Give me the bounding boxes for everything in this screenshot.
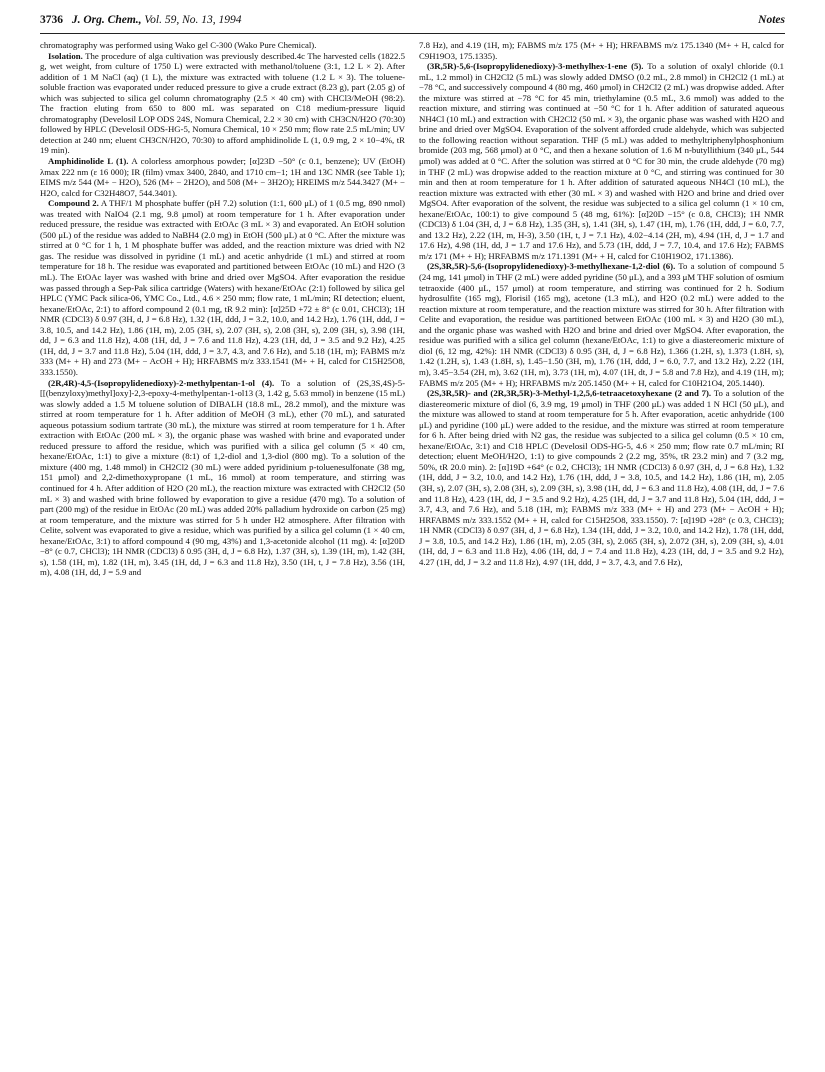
paragraph <box>419 261 784 388</box>
paragraph-text: The procedure of alga cultivation was previously described.4c The harvested cells (1822.5 g, wet weight, from culture of 1750 L) were extracted with methanol/toluene (3:1, 1.2 L × 2). After addition of 1 M NaCl (aq) (1 L), the mixture was extracted with toluene (1.2 L × 3). The toluene-soluble fraction was evaporated under reduced pressure to give a crude extract (8.23 g), part (2.05 g) of which was subjected to silica gel column chromatography (2.5 × 40 cm) with CHCl3/MeOH (98:2). The fraction eluting from 650 to 800 mL was separated on C18 medium-pressure liquid chromatography (Develosil LOP ODS 24S, Nomura Chemical, 2.2 × 30 cm) with CH3CN/H2O (70:30) followed by HPLC (Develosil ODS-HG-5, Nomura Chemical, 10 × 250 mm; flow rate 2.5 mL/min; UV detection at 240 nm; eluent CH3CN/H2O, 70:30) to afford amphidinolide L (1, 0.9 mg, 2 × 10−4%, tR 19 min). <box>40 50 405 156</box>
right-column <box>419 40 784 1056</box>
page-number: 3736 <box>40 14 63 26</box>
paragraph-text: To a solution of (2S,3S,4S)-5-[[(benzyloxy)methyl]oxy]-2,3-epoxy-4-methylpentan-1-ol13 (3, 1.42 g, 5.63 mmol) in benzene (15 mL) was slowly added a 1.5 M toluene solution of DIBALH (18.8 mL, 28.2 mmol), and the mixture was stirred at room temperature for 1 h. After addition of MeOH (3 mL), ether (70 mL), and saturated aqueous potassium sodium tartrate (30 mL), the mixture was stirred at room temperature for 1 h. After extraction with EtOAc (200 mL × 3), the organic phase was washed with brine and evaporated under reduced pressure to afford the residue, which was purified with a silica gel column (5 × 40 cm, hexane/EtOAc, 1:1) to give a mixture (8:1) of 1,2-diol and 1,3-diol (800 mg). To a solution of the mixture (400 mg, 1.48 mmol) in CH2Cl2 (30 mL) were added pyridinium p-toluenesulfonate (38 mg, 151 μmol) and 2,2-dimethoxypropane (1 mL, 16 mmol) at room temperature, and stirring was continued for 4 h. After addition of H2O (20 mL), the reaction mixture was extracted with CH2Cl2 (50 mL × 3) and washed with brine followed by evaporation to give a residue (470 mg). To a solution of part (200 mg) of the residue in EtOAc (20 mL) was added 20% palladium hydroxide on carbon (25 mg) at room temperature, and the mixture was stirred for 5 h under H2 atmosphere. After filtration with Celite, solvent was evaporated to give a residue, which was purified by a silica gel column (1 × 40 cm, hexane/EtOAc, 3:1) to afford compound 4 (90 mg, 43%) and 1,3-acetonide alcohol (11 mg). 4: [α]20D −8° (c 0.7, CHCl3); 1H NMR (CDCl3) δ 0.95 (3H, d, J = 6.8 Hz), 1.37 (3H, s), 1.39 (1H, m), 1.42 (3H, s), 1.58 (1H, m), 1.82 (1H, m), 3.45 (1H, dd, J = 6.3 and 11.8 Hz), 3.50 (1H, t, J = 7.8 Hz), 3.56 (1H, m), 4.08 (1H, dd, J = 5.9 and <box>40 377 405 578</box>
journal-citation <box>40 14 242 26</box>
paragraph <box>419 388 784 567</box>
paragraph-text: To a solution of compound 5 (24 mg, 141 μmol) in THF (2 mL) were added pyridine (50 μL), and a 393 μM THF solution of osmium tetraoxide (400 μL, 157 μmol) at room temperature, and stirring was continued for 2 h. Sodium hydrosulfite (165 mg), Florisil (165 mg), acetone (1.3 mL), and H2O (0.2 mL) were added to the reaction mixture at room temperature, and the reaction mixture was stirred for 30 h. After filtration with Celite and evaporation, the residue was partitioned between EtOAc (100 mL × 3) and H2O (30 mL), and the organic phase was washed with H2O and brine and dried over MgSO4. After evaporation, the residue was purified with a silica gel column (hexane/EtOAc, 1:1) to give a diastereomeric mixture of diol (6, 12 mg, 42%): 1H NMR (CDCl3) δ 0.95 (3H, d, J = 6.8 Hz), 1.366 (1.2H, s), 1.373 (1.8H, s), 1.42 (1.2H, s), 1.43 (1.8H, s), 1.45−1.50 (3H, m), 1.76 (1H, ddd, J = 6.0, 7.7, and 13.2 Hz), 2.22 (1H, m), 3.45−3.54 (2H, m), 3.62 (1H, m), 3.73 (1H, m), 4.07 (1H, dt, J = 5.8 and 7.8 Hz), and 4.19 (1H, m); FABMS m/z 205 (M+ + H); HRFABMS m/z 205.1450 (M+ + H, calcd for C10H21O4, 205.1440). <box>419 261 784 388</box>
journal-title: J. Org. Chem., <box>71 14 142 26</box>
paragraph-heading: Amphidinolide L (1). <box>48 156 129 167</box>
section-label: Notes <box>758 14 785 26</box>
journal-name <box>72 14 242 26</box>
paragraph-heading: (2S,3R,5R)-5,6-(Isopropylidenedioxy)-3-methylhexane-1,2-diol (6). <box>427 261 676 272</box>
paragraph-text: A colorless amorphous powder; [α]23D −50° (c 0.1, benzene); UV (EtOH) λmax 222 nm (ε 16 000); IR (film) νmax 3400, 2840, and 1710 cm−1; 1H and 13C NMR (see Table 1); EIMS m/z 544 (M+ − H2O), 526 (M+ − 2H2O), and 508 (M+ − 3H2O); HREIMS m/z 544.3427 (M+ − H2O, calcd for C32H48O7, 544.3401). <box>40 156 405 198</box>
body-columns <box>40 40 785 1056</box>
paragraph-text: A THF/1 M phosphate buffer (pH 7.2) solution (1:1, 600 μL) of 1 (0.5 mg, 890 nmol) was treated with NaIO4 (2.1 mg, 9.8 μmol) at room temperature for 1 h. After evaporation under reduced pressure, the residue was extracted with EtOAc (3 mL × 3) and evaporated. An EtOH solution (500 μL) of the residue was added to NaBH4 (2.0 mg) in EtOH (500 μL) at 0 °C. After the mixture was stirred at 0 °C for 1 h, 1 M phosphate buffer was added, and the reaction mixture was dried with N2 gas. The residue was dissolved in pyridine (1 mL) and acetic anhydride (1 mL) and stirred at room temperature for 18 h. The residue was evaporated and partitioned between EtOAc (10 mL) and H2O (3 mL). The EtOAc layer was washed with brine and dried over MgSO4. After evaporation the residue was passed through a Sep-Pak silica cartridge (Waters) with hexane/EtOAc (2:1) followed by silica gel HPLC (YMC Pack silica-06, YMC Co., Ltd., 4.6 × 250 mm; flow rate, 1 mL/min; RI detection; eluent, hexane/EtOAc, 2:1) to afford compound 2 (0.1 mg, tR 9.2 min): [α]25D +72 ± 8° (c 0.01, CHCl3); 1H NMR (CDCl3) δ 0.97 (3H, d, J = 6.8 Hz), 1.32 (1H, ddd, J = 3.2, 10.0, and 14.2 Hz), 1.76 (1H, ddd, J = 3.8, 10.5, and 14.2 Hz), 1.86 (1H, m), 2.05 (3H, s), 2.07 (3H, s), 2.08 (3H, s), 2.09 (3H, s), 3.98 (1H, dd, J = 6.3 and 11.8 Hz), 4.08 (1H, dd, J = 7.6 and 11.8 Hz), 4.23 (1H, dd, J = 3.5 and 9.2 Hz), 4.25 (1H, dd, J = 3.7 and 11.8 Hz), 5.04 (1H, ddd, J = 3.7, 4.3, and 7.6 Hz), and 5.18 (1H, m); FABMS m/z 333 (M+ + H) and 273 (M+ − AcOH + H); HRFABMS m/z 333.1541 (M+ + H, calcd for C15H25O8, 333.1550). <box>40 198 405 377</box>
running-head <box>40 14 785 34</box>
paragraph-heading: (3R,5R)-5,6-(Isopropylidenedioxy)-3-methylhex-1-ene (5). <box>427 61 644 72</box>
volume-info: Vol. 59, No. 13, 1994 <box>144 14 242 26</box>
paragraph <box>40 198 405 377</box>
paragraph <box>419 61 784 261</box>
paragraph <box>40 156 405 198</box>
paragraph-heading: Compound 2. <box>48 198 99 209</box>
paragraph <box>419 40 784 61</box>
paragraph <box>40 378 405 578</box>
paragraph <box>40 51 405 156</box>
left-column <box>40 40 405 1056</box>
paragraph-text: To a solution of the diastereomeric mixture of diol (6, 3.9 mg, 19 μmol) in THF (200 μL) was added 1 N HCl (50 μL), and the mixture was allowed to stand at room temperature for 5 h. After evaporation, acetic anhydride (100 μL) and pyridine (100 μL) were added to the residue, and the mixture was stirred at room temperature for 6 h. After being dried with N2 gas, the residue was subjected to a silica gel column (0.5 × 10 cm, hexane/EtOAc, 3:1) and C18 HPLC (Develosil ODS-HG-5, 4.6 × 250 mm; flow rate 0.7 mL/min; RI detection; eluent MeOH/H2O, 1:1) to give compounds 2 (2.2 mg, 35%, tR 23.2 min) and 7 (3.2 mg, 50%, tR 20.0 min). 2: [α]19D +64° (c 0.2, CHCl3); 1H NMR (CDCl3) δ 0.97 (3H, d, J = 6.8 Hz), 1.32 (1H, ddd, J = 3.2, 10.0, and 14.2 Hz), 1.76 (1H, ddd, J = 3.8, 10.5, and 14.2 Hz), 1.86 (1H, m), 2.05 (3H, s), 2.07 (3H, s), 2.08 (3H, s), 2.09 (3H, s), 3.98 (1H, dd, J = 6.3 and 11.8 Hz), 4.08 (1H, dd, J = 7.6 and 11.8 Hz), 4.23 (1H, dd, J = 3.5 and 9.2 Hz), 4.25 (1H, dd, J = 3.7 and 11.8 Hz), 5.04 (1H, ddd, J = 3.7, 4.3, and 7.6 Hz), and 5.18 (1H, m); FABMS m/z 333 (M+ + H) and 273 (M+ − AcOH + H); HRFABMS m/z 333.1552 (M+ + H, calcd for C15H25O8, 333.1550). 7: [α]19D +28° (c 0.3, CHCl3); 1H NMR (CDCl3) δ 0.97 (3H, d, J = 6.8 Hz), 1.34 (1H, ddd, J = 3.2, 10.0, and 14.2 Hz), 1.78 (1H, ddd, J = 3.8, 10.5, and 14.2 Hz), 1.86 (1H, m), 2.05 (3H, s), 2.065 (3H, s), 2.072 (3H, s), 2.09 (3H, s), 4.01 (1H, dd, J = 6.3 and 11.8 Hz), 4.06 (1H, dd, J = 7.4 and 11.8 Hz), 4.23 (1H, dd, J = 3.5 and 9.2 Hz), 4.27 (1H, dd, J = 3.2 and 11.8 Hz), 4.97 (1H, ddd, J = 3.7, 4.3, and 7.6 Hz), <box>419 388 784 567</box>
paragraph <box>40 40 405 51</box>
paragraph-heading: Isolation. <box>48 50 83 61</box>
paragraph-text: chromatography was performed using Wako gel C-300 (Wako Pure Chemical). <box>40 40 317 50</box>
paragraph-text: 7.8 Hz), and 4.19 (1H, m); FABMS m/z 175 (M+ + H); HRFABMS m/z 175.1340 (M+ + H, calcd for C9H19O3, 175.1335). <box>419 40 784 61</box>
paragraph-heading: (2S,3R,5R)- and (2R,3R,5R)-3-Methyl-1,2,5,6-tetraacetoxyhexane (2 and 7). <box>427 388 712 399</box>
paragraph-text: To a solution of oxalyl chloride (0.1 mL, 1.2 mmol) in CH2Cl2 (5 mL) was slowly added DMSO (0.2 mL, 2.8 mmol) in CH2Cl2 (1 mL) at −78 °C, and successively compound 4 (80 mg, 460 μmol) in CH2Cl2 (2 mL) was dropwise added. After the mixture was stirred at −78 °C for 45 min, triethylamine (0.5 mL, 3.6 mmol) was added to the reaction mixture, and stirring was continued at −50 °C for 1 h. After addition of saturated aqueous NH4Cl (10 mL) and extraction with CH2Cl2 (50 mL × 3), the organic phase was washed with H2O and brine and dried over MgSO4. Evaporation of the solvent afforded crude aldehyde, which was subjected to the following reaction without separation. THF (5 mL) was added to methyltriphenylphosphonium bromide (203 mg, 568 μmol) at 0 °C, and then a hexane solution of 1.6 M n-butyllithium (340 μL, 544 μmol) was added at 0 °C. After the solution was stirred at 0 °C for 30 min, the crude aldehyde (70 mg) in THF (2 mL) was dropwise added to the reaction mixture at 0 °C, and stirring was continued for 30 min and then at room temperature for 1 h. After addition of saturated aqueous NH4Cl (10 mL), the reaction mixture was extracted with ether (30 mL × 3) and washed with H2O and brine and dried over MgSO4. After evaporation of the solvent, the residue was subjected to a silica gel column (1 × 10 cm, hexane/EtOAc, 100:1) to give compound 5 (48 mg, 61%): [α]20D −15° (c 0.8, CHCl3); 1H NMR (CDCl3) δ 1.04 (3H, d, J = 6.8 Hz), 1.35 (3H, s), 1.41 (3H, s), 1.47 (1H, m), 1.76 (1H, ddd, J = 6.0, 7.7, and 13.2 Hz), 2.22 (1H, m, H-3), 3.50 (1H, t, J = 7.1 Hz), 4.02−4.14 (2H, m), 4.94 (1H, d, J = 1.7 and 17.6 Hz), 4.98 (1H, dd, J = 1.7 and 17.6 Hz), and 5.73 (1H, ddd, J = 7.7, 10.4, and 17.6 Hz); FABMS m/z 171 (M+ + H); HRFABMS m/z 171.1391 (M+ + H, calcd for C10H19O2, 171.1386). <box>419 61 784 261</box>
paragraph-heading: (2R,4R)-4,5-(Isopropylidenedioxy)-2-methylpentan-1-ol (4). <box>48 377 275 388</box>
